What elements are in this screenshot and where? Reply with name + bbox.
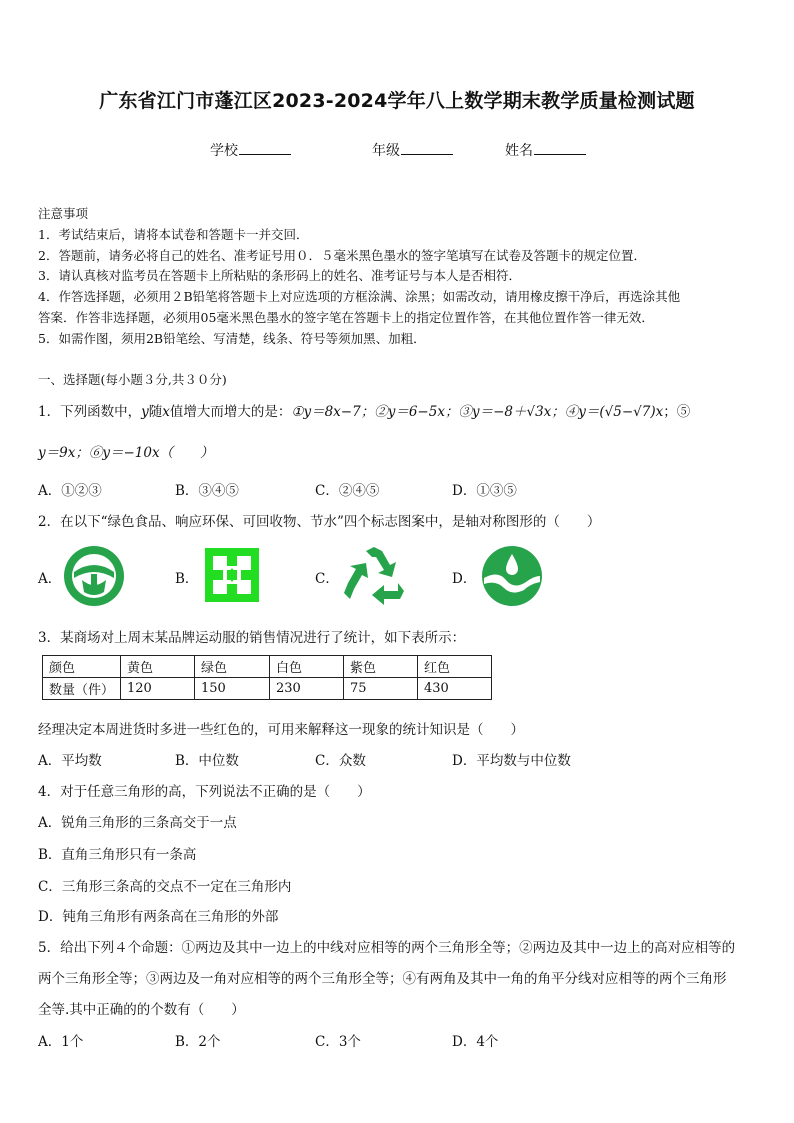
q1-y: y [141, 404, 149, 420]
q3-option-a[interactable]: A．平均数 [38, 753, 102, 769]
q1-f4: ；④y＝(√5−√7)x [551, 404, 664, 420]
q5-option-b[interactable]: B．2个 [175, 1034, 221, 1050]
sales-table [42, 655, 492, 700]
notice-item-3: 3．请认真核对监考员在答题卡上所粘贴的条形码上的姓名、准考证号与本人是否相符． [38, 268, 521, 283]
question-4-text: 4．对于任意三角形的高，下列说法不正确的是（ ） [38, 784, 371, 800]
q1-sui: 随 [148, 404, 163, 420]
green-food-logo-icon [62, 544, 126, 608]
question-5-line-2: 两个三角形全等；③两边及一角对应相等的两个三角形全等；④有两角及其中一角的角平分线对应相等的两个三角形 [38, 971, 727, 987]
table-cell: 430 [418, 678, 492, 700]
environmental-logo-icon [203, 546, 261, 604]
q5-option-d[interactable]: D．4个 [452, 1034, 499, 1050]
q1-option-b[interactable]: B．③④⑤ [175, 483, 239, 499]
name-label: 姓名 [505, 143, 533, 159]
question-5-line-1: 5．给出下列４个命题：①两边及其中一边上的中线对应相等的两个三角形全等；②两边及其中一边上的高对应相等的 [38, 940, 736, 956]
q1-x: x [162, 404, 170, 420]
q4-option-c[interactable]: C．三角形三条高的交点不一定在三角形内 [38, 879, 292, 895]
notice-item-2: 2．答题前，请务必将自己的姓名、准考证号用０．５毫米黑色墨水的签字笔填写在试卷及答题卡的规定位置． [38, 248, 646, 263]
q2-option-d[interactable]: D． [452, 571, 477, 587]
notice-item-4: 4．作答选择题，必须用２B铅笔将答题卡上对应选项的方框涂满、涂黑；如需改动，请用橡皮擦干净后，再选涂其他 [38, 289, 681, 304]
q1-option-a[interactable]: A．①②③ [38, 483, 102, 499]
table-cell: 230 [270, 678, 344, 700]
notice-item-4-cont: 答案．作答非选择题，必须用05毫米黑色墨水的签字笔在答题卡上的指定位置作答，在其他位置作答一律无效． [38, 310, 654, 325]
q2-option-b[interactable]: B． [175, 571, 199, 587]
water-saving-logo-icon [480, 544, 544, 608]
table-cell: 绿色 [195, 656, 270, 678]
name-field[interactable] [505, 140, 586, 160]
grade-label: 年级 [372, 143, 400, 159]
q1-option-c[interactable]: C．②④⑤ [315, 483, 380, 499]
notice-item-5: 5．如需作图，须用2B铅笔绘、写清楚，线条、符号等须加黑、加粗． [38, 331, 426, 346]
question-5-line-3: 全等.其中正确的的个数有（ ） [38, 1002, 245, 1018]
q5-option-c[interactable]: C．3个 [315, 1034, 361, 1050]
table-row [43, 678, 492, 700]
q3-option-b[interactable]: B．中位数 [175, 753, 239, 769]
table-cell: 数量（件） [43, 678, 121, 700]
q3-option-d[interactable]: D．平均数与中位数 [452, 753, 571, 769]
q4-option-d[interactable]: D．钝角三角形有两条高在三角形的外部 [38, 909, 279, 925]
grade-field[interactable] [372, 140, 453, 160]
question-1-line-1 [38, 400, 690, 420]
question-3-text-2: 经理决定本周进货时多进一些红色的，可用来解释这一现象的统计知识是（ ） [38, 722, 524, 738]
school-label: 学校 [210, 143, 238, 159]
table-cell: 黄色 [121, 656, 195, 678]
table-cell: 150 [195, 678, 270, 700]
q1-f5: ；⑤ [663, 404, 691, 420]
school-blank[interactable] [239, 142, 291, 155]
table-row [43, 656, 492, 678]
section-heading: 一、选择题(每小题３分,共３０分) [38, 372, 227, 387]
name-blank[interactable] [534, 142, 586, 155]
q2-option-a[interactable]: A． [38, 571, 62, 587]
table-cell: 颜色 [43, 656, 121, 678]
table-cell: 120 [121, 678, 195, 700]
table-cell: 白色 [270, 656, 344, 678]
q1-f3: ；③y＝−8＋√3x [444, 404, 552, 420]
q3-option-c[interactable]: C．众数 [315, 753, 366, 769]
q1-option-d[interactable]: D．①③⑤ [452, 483, 517, 499]
school-field[interactable] [210, 140, 291, 160]
page-title: 广东省江门市蓬江区2023-2024学年八上数学期末教学质量检测试题 [99, 90, 695, 112]
recyclable-logo-icon [340, 545, 408, 607]
table-cell: 红色 [418, 656, 492, 678]
q2-option-c[interactable]: C． [315, 571, 339, 587]
notice-item-1: 1．考试结束后，请将本试卷和答题卡一并交回． [38, 227, 309, 242]
grade-blank[interactable] [401, 142, 453, 155]
question-1-line-2: y＝9x；⑥y＝−10x（ ） [38, 445, 214, 461]
q4-option-b[interactable]: B．直角三角形只有一条高 [38, 847, 197, 863]
notice-heading: 注意事项 [38, 206, 89, 221]
q1-prefix: 1．下列函数中， [38, 404, 142, 420]
q1-f2: ；②y＝6−5x [360, 404, 445, 420]
q5-option-a[interactable]: A．1个 [38, 1034, 84, 1050]
q1-f1: ①y＝8x−7 [291, 404, 361, 420]
question-2-text: 2．在以下“绿色食品、响应环保、可回收物、节水”四个标志图案中，是轴对称图形的（ ） [38, 514, 601, 530]
table-cell: 紫色 [344, 656, 418, 678]
question-3-text: 3．某商场对上周末某品牌运动服的销售情况进行了统计，如下表所示： [38, 630, 466, 646]
q4-option-a[interactable]: A．锐角三角形的三条高交于一点 [38, 815, 237, 831]
table-cell: 75 [344, 678, 418, 700]
q1-mid: 值增大而增大的是： [169, 404, 292, 420]
